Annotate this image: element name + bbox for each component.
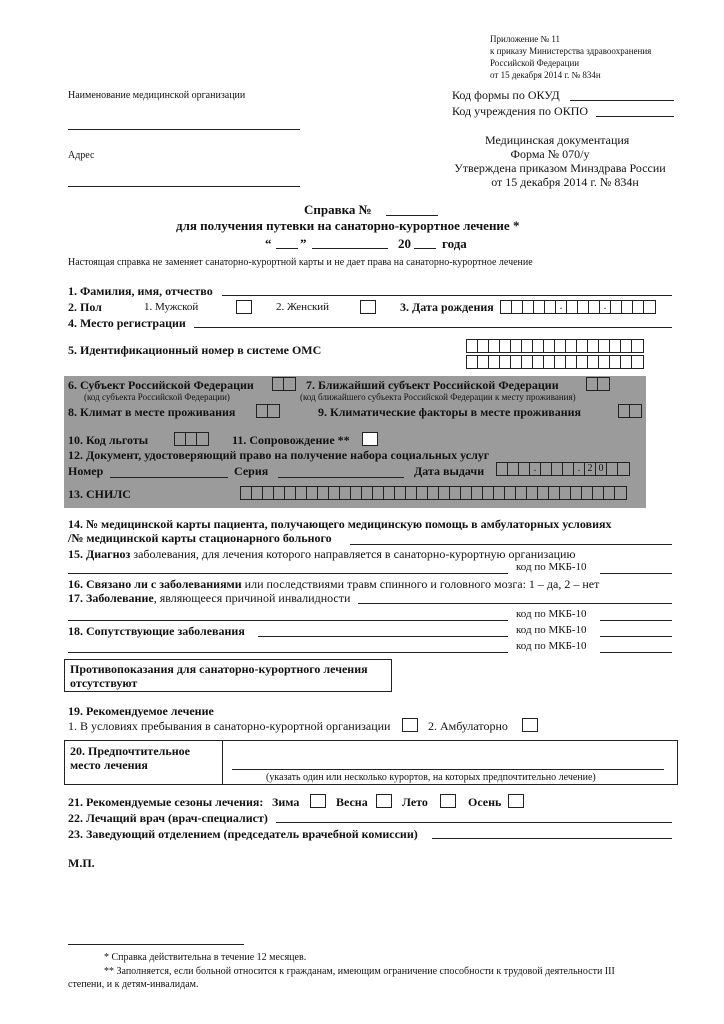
comorbidity-line-2[interactable]	[68, 652, 508, 653]
year-line[interactable]	[414, 248, 436, 249]
field-4-label: 4. Место регистрации	[68, 316, 186, 330]
climate-cells[interactable]	[256, 404, 280, 418]
icd-line-18a[interactable]	[600, 636, 672, 637]
field-3-label: 3. Дата рождения	[400, 300, 494, 314]
field-16-rest: или последствиями травм спинного и головного мозга: 1 – да, 2 – нет	[241, 577, 600, 591]
org-name-label: Наименование медицинской организации	[68, 90, 246, 101]
field-16-label	[68, 577, 599, 592]
treatment-option-1-label: 1. В условиях пребывания в санаторно-курортной организации	[68, 719, 391, 733]
season-winter-checkbox[interactable]	[310, 794, 326, 808]
birth-date-cell[interactable]	[523, 301, 534, 313]
field-16-bold: 16. Связано ли с заболеваниями	[68, 577, 242, 591]
field-10-label: 10. Код льготы	[68, 433, 149, 447]
season-summer-checkbox[interactable]	[440, 794, 456, 808]
field-21-label: 21. Рекомендуемые сезоны лечения:	[68, 795, 264, 809]
treatment-outpatient-checkbox[interactable]	[522, 718, 538, 732]
icd-line-15[interactable]	[600, 573, 672, 574]
head-of-department-line[interactable]	[432, 838, 672, 839]
footnote-1: * Справка действительна в течение 12 месяцев.	[104, 952, 307, 963]
field-7-hint: (код ближайшего субъекта Российской Федерации к месту проживания)	[300, 392, 576, 402]
preferred-place-divider	[222, 740, 223, 785]
appendix-line-1: Приложение № 11	[490, 34, 561, 44]
field-22-label: 22. Лечащий врач (врач-специалист)	[68, 811, 268, 825]
okud-line[interactable]	[570, 100, 674, 101]
field-11-label: 11. Сопровождение **	[232, 433, 350, 447]
document-series-label: Серия	[234, 464, 269, 478]
field-12-label: 12. Документ, удостоверяющий право на получение набора социальных услуг	[68, 448, 490, 462]
okud-label: Код формы по ОКУД	[452, 88, 560, 102]
escort-checkbox[interactable]	[362, 432, 378, 446]
address-line[interactable]	[68, 186, 300, 187]
full-name-line[interactable]	[222, 295, 672, 296]
registration-line[interactable]	[194, 327, 672, 328]
field-6-label: 6. Субъект Российской Федерации	[68, 378, 254, 392]
icd-label-18b: код по МКБ-10	[516, 640, 587, 652]
issue-date-cells[interactable]	[496, 462, 630, 476]
birth-date-cell[interactable]	[512, 301, 523, 313]
field-20-label-2: место лечения	[70, 758, 148, 772]
issue-year-digit: 0	[596, 463, 607, 475]
field-20-label-1: 20. Предпочтительное	[70, 744, 190, 758]
document-series-line[interactable]	[278, 477, 404, 478]
field-14-label-1: 14. № медицинской карты пациента, получающего медицинскую помощь в амбулаторных условиях	[68, 517, 612, 531]
field-17-rest: , являющееся причиной инвалидности	[153, 591, 351, 605]
field-17-label	[68, 591, 350, 606]
month-line[interactable]	[312, 248, 388, 249]
treatment-sanatorium-checkbox[interactable]	[402, 718, 418, 732]
certificate-number-line[interactable]	[386, 215, 438, 216]
icd-line-18b[interactable]	[600, 652, 672, 653]
stamp-label: М.П.	[68, 856, 95, 870]
document-number-label: Номер	[68, 464, 104, 478]
attending-doctor-line[interactable]	[276, 822, 672, 823]
gender-female-checkbox[interactable]	[360, 300, 376, 314]
preferred-place-line[interactable]	[232, 769, 664, 770]
field-18-label: 18. Сопутствующие заболевания	[68, 624, 245, 638]
birth-date-cells[interactable]	[500, 300, 656, 314]
date-quote-open: “	[265, 236, 272, 251]
appendix-line-4: от 15 декабря 2014 г. № 834н	[490, 70, 601, 80]
birth-date-cell[interactable]	[578, 301, 589, 313]
footnote-2-line-1: ** Заполняется, если больной относится к гражданам, имеющим ограничение способности к трудовой деятельности III	[104, 966, 615, 977]
nearest-region-cells[interactable]	[586, 377, 610, 391]
birth-date-cell[interactable]	[501, 301, 512, 313]
season-winter-label: Зима	[272, 795, 300, 809]
disability-cause-line-2[interactable]	[68, 620, 508, 621]
oms-cells-top[interactable]	[466, 339, 644, 353]
title-purpose: для получения путевки на санаторно-курортное лечение *	[176, 218, 520, 233]
birth-date-cell[interactable]	[589, 301, 600, 313]
footnote-separator	[68, 944, 244, 945]
season-autumn-label: Осень	[468, 795, 502, 809]
field-6-hint: (код субъекта Российской Федерации)	[84, 392, 230, 402]
contraindications-line-1: Противопоказания для санаторно-курортного лечения	[70, 662, 368, 676]
birth-date-cell[interactable]	[633, 301, 644, 313]
birth-date-cell[interactable]	[567, 301, 578, 313]
okpo-line[interactable]	[596, 116, 674, 117]
field-7-label: 7. Ближайший субъект Российской Федерации	[306, 378, 559, 392]
notice-text: Настоящая справка не заменяет санаторно-курортной карты и не дает права на санаторно-курортное лечение	[68, 257, 533, 268]
birth-date-cell[interactable]	[545, 301, 556, 313]
appendix-line-3: Российской Федерации	[490, 58, 580, 68]
title-number-label: Справка №	[304, 202, 372, 217]
birth-date-cell[interactable]	[644, 301, 655, 313]
season-spring-checkbox[interactable]	[376, 794, 392, 808]
doc-line-1: Медицинская документация	[485, 133, 630, 147]
field-2-label: 2. Пол	[68, 300, 102, 314]
field-8-label: 8. Климат в месте проживания	[68, 405, 236, 419]
appendix-line-2: к приказу Министерства здравоохранения	[490, 46, 652, 56]
season-spring-label: Весна	[336, 795, 368, 809]
year-suffix: года	[442, 236, 467, 251]
birth-date-cell[interactable]	[611, 301, 622, 313]
icd-label-17: код по МКБ-10	[516, 608, 587, 620]
field-5-label: 5. Идентификационный номер в системе ОМС	[68, 343, 322, 357]
diagnosis-line[interactable]	[68, 573, 508, 574]
field-23-label: 23. Заведующий отделением (председатель врачебной комиссии)	[68, 827, 418, 841]
benefit-code-cells[interactable]	[174, 432, 209, 446]
season-autumn-checkbox[interactable]	[508, 794, 524, 808]
field-17-bold: 17. Заболевание	[68, 591, 154, 605]
doc-line-2: Форма № 070/у	[510, 147, 590, 161]
okpo-label: Код учреждения по ОКПО	[452, 104, 589, 118]
birth-date-separator: .	[600, 301, 611, 313]
address-label: Адрес	[68, 150, 95, 161]
field-19-label: 19. Рекомендуемое лечение	[68, 704, 214, 718]
icd-label-15: код по МКБ-10	[516, 561, 587, 573]
region-code-cells[interactable]	[272, 377, 296, 391]
footnote-2-line-2: степени, и к детям-инвалидам.	[68, 979, 199, 990]
year-prefix: 20	[398, 236, 411, 251]
climate-factors-cells[interactable]	[618, 404, 642, 418]
gender-male-checkbox[interactable]	[236, 300, 252, 314]
day-line[interactable]	[276, 248, 298, 249]
gender-male-label: 1. Мужской	[144, 301, 199, 313]
field-13-label: 13. СНИЛС	[68, 487, 131, 501]
oms-cells-bottom[interactable]	[466, 355, 644, 369]
field-15-rest: заболевания, для лечения которого направляется в санаторно-курортную организацию	[130, 547, 576, 561]
season-summer-label: Лето	[402, 795, 428, 809]
issue-year-digit: 2	[585, 463, 596, 475]
disability-cause-line[interactable]	[358, 603, 672, 604]
field-1-label: 1. Фамилия, имя, отчество	[68, 284, 213, 298]
document-number-line[interactable]	[110, 477, 228, 478]
birth-date-cell[interactable]	[534, 301, 545, 313]
field-20-hint: (указать один или несколько курортов, на которых предпочтительно лечение)	[266, 772, 596, 783]
treatment-option-2-label: 2. Амбулаторно	[428, 719, 508, 733]
doc-line-4: от 15 декабря 2014 г. № 834н	[491, 175, 639, 189]
birth-date-cell[interactable]	[622, 301, 633, 313]
birth-date-separator: .	[556, 301, 567, 313]
field-9-label: 9. Климатические факторы в месте проживания	[318, 405, 582, 419]
gender-female-label: 2. Женский	[276, 301, 330, 313]
icd-label-18a: код по МКБ-10	[516, 624, 587, 636]
comorbidity-line[interactable]	[258, 636, 508, 637]
contraindications-line-2: отсутствуют	[70, 676, 138, 690]
icd-line-17[interactable]	[600, 620, 672, 621]
org-name-line[interactable]	[68, 129, 300, 130]
field-15-bold: 15. Диагноз	[68, 547, 131, 561]
document-issue-date-label: Дата выдачи	[414, 464, 485, 478]
doc-line-3: Утверждена приказом Минздрава России	[454, 161, 666, 175]
date-quote-close: ”	[300, 236, 307, 251]
issue-date-separator: .	[574, 463, 585, 475]
field-14-label-2: /№ медицинской карты стационарного больного	[68, 531, 332, 545]
snils-cells[interactable]	[240, 486, 627, 500]
medical-card-line[interactable]	[350, 544, 672, 545]
issue-date-separator: .	[530, 463, 541, 475]
field-15-label	[68, 547, 575, 562]
